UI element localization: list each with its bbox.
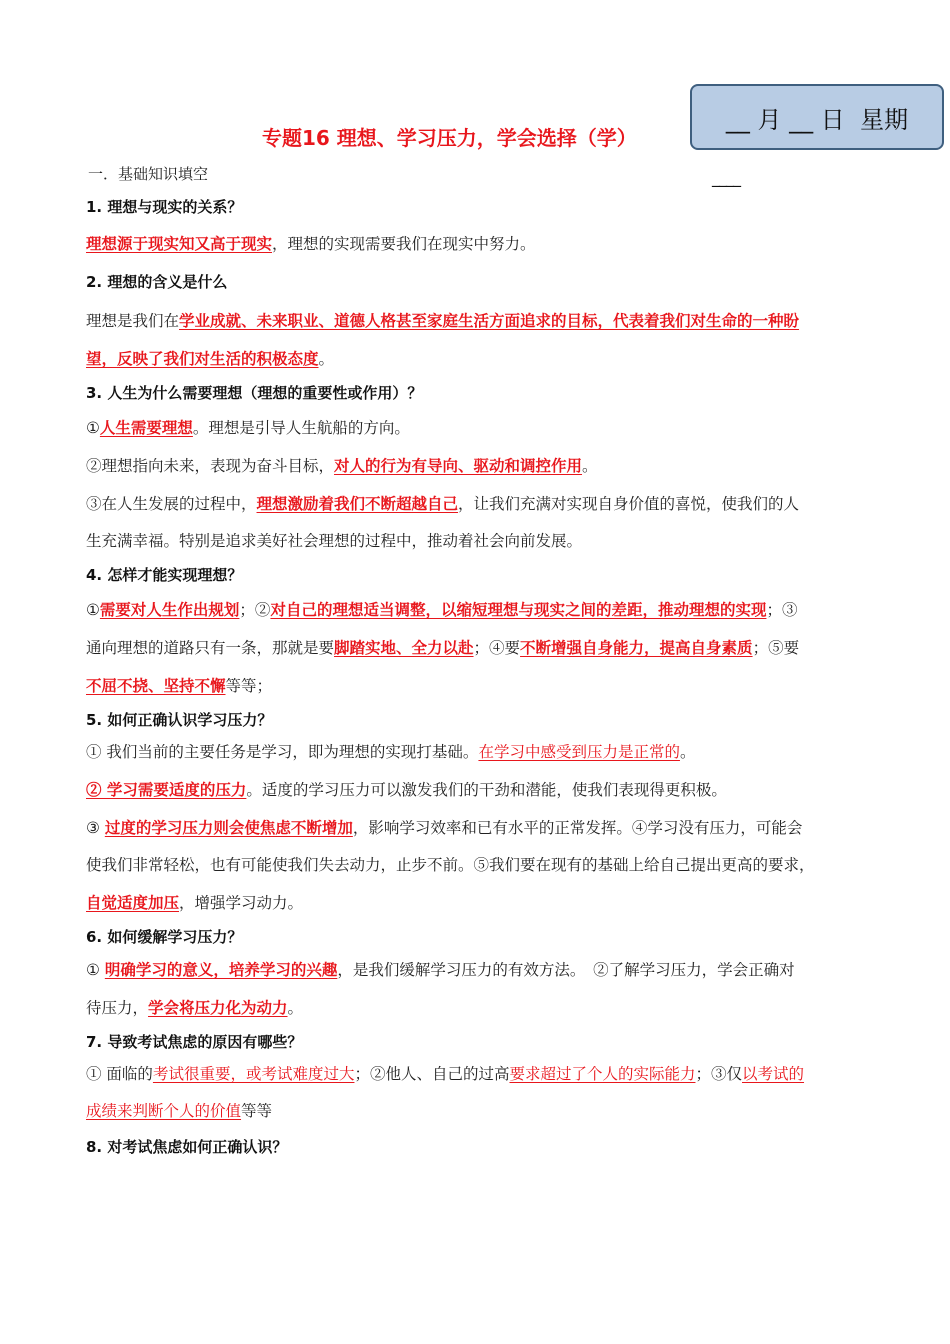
answer-text: ① 我们当前的主要任务是学习，即为理想的实现打基础。 <box>86 743 479 761</box>
answer-text: 通向理想的道路只有一条，那就是要 <box>86 639 335 657</box>
answer-3-line-1 <box>86 409 868 447</box>
answer-5-line-2 <box>86 771 868 809</box>
date-box-tail: ____ <box>712 168 740 187</box>
answer-text: ，增强学习动力。 <box>179 894 304 912</box>
answer-5-line-3 <box>86 809 868 847</box>
answer-text: ②理想指向未来，表现为奋斗目标， <box>86 457 335 475</box>
answer-text: ① <box>86 961 105 979</box>
answer-text: ③在人生发展的过程中， <box>86 495 257 513</box>
answer-text: ① <box>86 419 100 437</box>
answer-highlight: 望，反映了我们对生活的积极态度 <box>86 349 319 368</box>
answer-text: ；③仅 <box>695 1065 742 1083</box>
answer-highlight: 学会将压力化为动力 <box>148 998 288 1017</box>
answer-7-line-2 <box>86 1093 868 1130</box>
answer-highlight: 以考试的 <box>742 1065 805 1083</box>
answer-3-line-2 <box>86 447 868 485</box>
answer-text: 。 <box>679 743 696 761</box>
answer-highlight: 考试很重要，或考试难度过大 <box>152 1065 355 1083</box>
answer-text: ，理想的实现需要我们在现实中努力。 <box>272 235 536 253</box>
answer-5-line-5 <box>86 884 868 922</box>
answer-text: 。 <box>287 999 304 1017</box>
answer-text: ；④要 <box>473 639 521 657</box>
content <box>86 196 868 1157</box>
answer-4-line-1 <box>86 591 868 629</box>
answer-2-line-2 <box>86 340 868 378</box>
answer-text: ，是我们缓解学习压力的有效方法。 ②了解学习压力，学会正确对 <box>337 961 795 979</box>
answer-5-line-1 <box>86 734 868 771</box>
answer-highlight: 理想激励着我们不断超越自己 <box>256 494 459 513</box>
answer-highlight: 不断增强自身能力，提高自身素质 <box>520 638 753 657</box>
answer-text: 理想是我们在 <box>86 312 180 330</box>
date-box: __ 月 __ 日 星期 <box>690 84 944 150</box>
answer-text: 。理想是引导人生航船的方向。 <box>192 419 410 437</box>
answer-highlight: 明确学习的意义，培养学习的兴趣 <box>104 960 338 979</box>
answer-text: 等等 <box>241 1102 273 1120</box>
answer-highlight: 要求超过了个人的实际能力 <box>509 1065 696 1083</box>
answer-4-line-2 <box>86 629 868 667</box>
answer-highlight: ② 学习需要适度的压力 <box>86 780 247 799</box>
answer-text: ① 面临的 <box>86 1065 153 1083</box>
question-6: 6. 如何缓解学习压力？ <box>86 928 243 946</box>
answer-text: ；②他人、自己的过高 <box>354 1065 510 1083</box>
answer-highlight: 学业成就、未来职业、道德人格甚至家庭生活方面追求的目标，代表着我们对生命的一种盼 <box>179 311 800 330</box>
answer-3-line-4: 生充满幸福。特别是追求美好社会理想的过程中，推动着社会向前发展。 <box>86 532 583 550</box>
answer-text: 等等； <box>225 677 273 695</box>
answer-3-line-3 <box>86 485 868 523</box>
answer-7-line-1 <box>86 1056 868 1093</box>
answer-1 <box>86 225 868 263</box>
answer-highlight: 理想源于现实知又高于现实 <box>86 234 273 253</box>
answer-6-line-1 <box>86 951 868 989</box>
answer-highlight: 不屈不挠、坚持不懈 <box>86 676 226 695</box>
question-2: 2. 理想的含义是什么 <box>86 273 228 291</box>
answer-text: ；③ <box>766 601 798 619</box>
answer-text: 待压力， <box>86 999 149 1017</box>
question-1: 1. 理想与现实的关系？ <box>86 198 243 216</box>
answer-text: 。 <box>318 350 335 368</box>
answer-text: ① <box>86 601 100 619</box>
section-heading: 一．基础知识填空 <box>88 165 209 183</box>
answer-highlight: 对人的行为有导向、驱动和调控作用 <box>334 456 583 475</box>
answer-text: ；② <box>239 601 271 619</box>
answer-highlight: 人生需要理想 <box>99 418 193 437</box>
answer-highlight: 脚踏实地、全力以赴 <box>334 638 474 657</box>
answer-highlight: 对自己的理想适当调整，以缩短理想与现实之间的差距，推动理想的实现 <box>270 600 767 619</box>
answer-text: ，影响学习效率和已有水平的正常发挥。④学习没有压力，可能会 <box>352 819 803 837</box>
question-7: 7. 导致考试焦虑的原因有哪些？ <box>86 1033 303 1051</box>
answer-highlight: 成绩来判断个人的价值 <box>86 1102 242 1120</box>
answer-4-line-3 <box>86 667 868 705</box>
answer-highlight: 过度的学习压力则会使焦虑不断增加 <box>104 818 353 837</box>
answer-highlight: 在学习中感受到压力是正常的 <box>478 743 680 761</box>
answer-6-line-2 <box>86 989 868 1027</box>
answer-text: ；⑤要 <box>752 639 800 657</box>
question-4: 4. 怎样才能实现理想？ <box>86 566 243 584</box>
answer-5-line-4: 使我们非常轻松，也有可能使我们失去动力，止步不前。⑤我们要在现有的基础上给自己提出更高的要求， <box>86 856 815 874</box>
question-8: 8. 对考试焦虑如何正确认识？ <box>86 1138 288 1156</box>
question-3: 3. 人生为什么需要理想（理想的重要性或作用）？ <box>86 384 423 402</box>
answer-highlight: 自觉适度加压 <box>86 893 180 912</box>
answer-text: 。适度的学习压力可以激发我们的干劲和潜能，使我们表现得更积极。 <box>246 781 727 799</box>
answer-highlight: 需要对人生作出规划 <box>99 600 240 619</box>
question-5: 5. 如何正确认识学习压力？ <box>86 711 273 729</box>
answer-text: ，让我们充满对实现自身价值的喜悦，使我们的人 <box>458 495 800 513</box>
answer-2-line-1 <box>86 302 868 340</box>
page-title: 专题16 理想、学习压力，学会选择（学） <box>262 126 637 150</box>
answer-text: 。 <box>582 457 598 475</box>
answer-text: ③ <box>86 819 105 837</box>
